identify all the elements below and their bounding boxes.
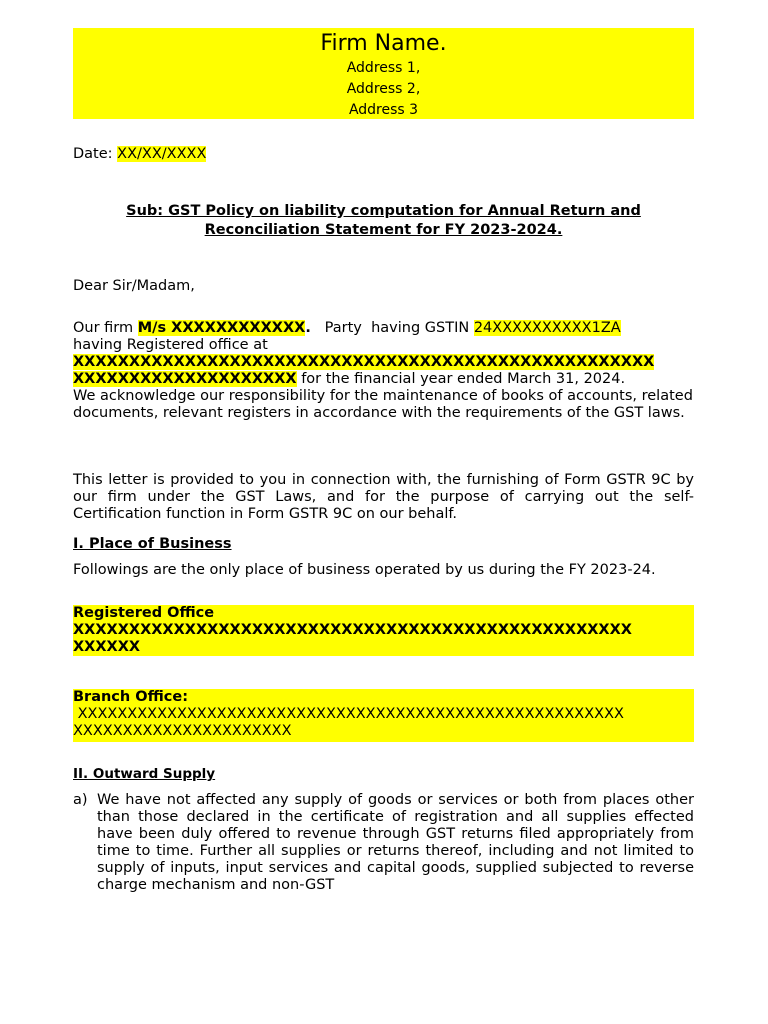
list-item-text: We have not affected any supply of goods or services or both from places other than those declared in the certificate of registration and all supplies effected have been duly offered to revenue through GST returns filed appropriately from time to time. Further all supplies or returns thereof, including and not limited to supply of inputs, input services and capital goods, supplied subjected to reverse charge mechanism and non-GST <box>97 792 694 893</box>
acknowledgement-text: We acknowledge our responsibility for the maintenance of books of accounts, related documents, relevant registers in accordance with the requirements of the GST laws. <box>73 388 693 421</box>
subject-line-1: Sub: GST Policy on liability computation for Annual Return and <box>126 203 641 219</box>
party-text: Party having GSTIN <box>310 320 474 336</box>
list-item-label: a) <box>73 792 88 808</box>
firm-name-value: M/s XXXXXXXXXXXX <box>137 320 306 336</box>
subject-line-2: Reconciliation Statement for FY 2023-2024. <box>204 222 563 238</box>
letterhead <box>73 28 694 119</box>
firm-intro: Our firm <box>73 320 138 336</box>
subject-heading <box>73 202 694 240</box>
registered-office-value-2: XXXXXX <box>73 639 141 655</box>
financial-year-text: for the financial year ended March 31, 2024. <box>296 371 626 387</box>
office-address-line-1: XXXXXXXXXXXXXXXXXXXXXXXXXXXXXXXXXXXXXXXXXXXXXXXXXXXX <box>73 354 655 370</box>
salutation: Dear Sir/Madam, <box>73 278 195 294</box>
registered-office-label: Registered Office <box>73 605 215 621</box>
branch-office-label: Branch Office: <box>73 689 189 705</box>
firm-name: Firm Name. <box>320 31 447 56</box>
address-line-2: Address 2, <box>346 81 421 97</box>
section-1-heading: I. Place of Business <box>73 536 232 552</box>
gstin-value: 24XXXXXXXXXX1ZA <box>473 320 621 336</box>
registered-office-block <box>73 605 694 656</box>
date-line <box>73 146 694 163</box>
office-line: having Registered office at <box>73 337 268 353</box>
date-value: XX/XX/XXXX <box>117 146 207 162</box>
address-line-3: Address 3 <box>348 102 419 118</box>
section-2-heading: II. Outward Supply <box>73 766 216 782</box>
date-label: Date: <box>73 146 118 162</box>
firm-line <box>73 320 694 337</box>
office-address-line-2: XXXXXXXXXXXXXXXXXXXX <box>73 371 297 387</box>
branch-office-value-2: XXXXXXXXXXXXXXXXXXXXXX <box>73 723 292 739</box>
office-address <box>73 354 694 388</box>
section-1-text: Followings are the only place of business operated by us during the FY 2023-24. <box>73 562 656 578</box>
paragraph-purpose: This letter is provided to you in connection with, the furnishing of Form GSTR 9C by our firm under the GST Laws, and for the purpose of carrying out the self-Certification function in Form GSTR 9C on our behalf. <box>73 472 694 522</box>
branch-office-block <box>73 689 694 742</box>
firm-dot: . <box>305 320 311 336</box>
registered-office-value-1: XXXXXXXXXXXXXXXXXXXXXXXXXXXXXXXXXXXXXXXXXXXXXXXXXX <box>73 622 632 638</box>
branch-office-value-1: XXXXXXXXXXXXXXXXXXXXXXXXXXXXXXXXXXXXXXXXXXXXXXXXXXXXXXX <box>73 706 624 722</box>
paragraph-firm-details <box>73 320 694 422</box>
list-item <box>73 792 694 894</box>
address-line-1: Address 1, <box>346 60 421 76</box>
